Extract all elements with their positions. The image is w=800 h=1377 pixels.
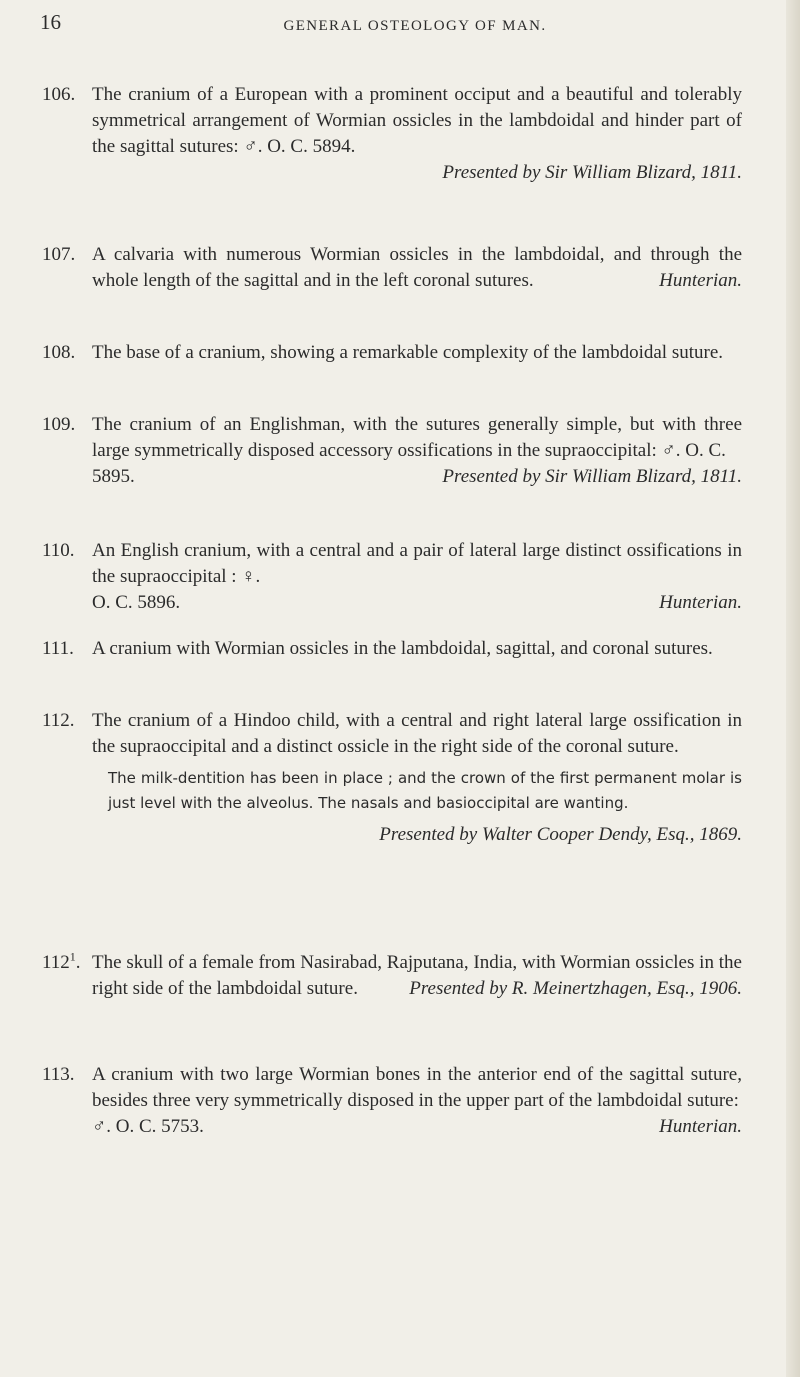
- catalogue-entry: [42, 636, 742, 662]
- entry-credit: Hunterian.: [659, 592, 742, 613]
- entry-text: A cranium with two large Wormian bones in the anterior end of the sagittal suture, besides three very symmetrically disposed in the upper part of the lambdoidal suture:: [92, 1064, 742, 1111]
- entry-text: [92, 950, 742, 1002]
- catalogue-entry: [42, 538, 742, 616]
- entry-credit: Hunterian.: [659, 1116, 742, 1137]
- catalogue-entry: [42, 412, 742, 490]
- entry-note: The milk-dentition has been in place ; and the crown of the first permanent molar is just level with the alveolus. The nasals and basioccipital are wanting.: [108, 769, 742, 812]
- entry-text: The cranium of a Hindoo child, with a central and right lateral large ossification in the supraoccipital and a distinct ossicle in the right side of the coronal suture.: [92, 710, 742, 757]
- entry-credit: Presented by Sir William Blizard, 1811.: [442, 162, 742, 183]
- entry-number: 110.: [42, 540, 75, 561]
- entry-number-superscript: 1: [69, 949, 76, 964]
- entry-ref: 5895.: [92, 466, 135, 487]
- entry-ref: O. C. 5896.: [92, 592, 181, 613]
- entry-ref-line: [92, 1114, 742, 1140]
- entry-number: 112.: [42, 710, 75, 731]
- entry-number: 106.: [42, 84, 76, 105]
- entry-number: 111.: [42, 638, 74, 659]
- entry-number: 108.: [42, 342, 76, 363]
- entry-ref-line: [92, 464, 742, 490]
- entry-text-body: The skull of a female from Nasirabad, Rajputana, India, with Wormian ossicles in the right side of the lambdoidal suture.: [92, 952, 742, 999]
- catalogue-entry: [42, 340, 742, 366]
- catalogue-entry: [42, 1062, 742, 1140]
- entry-credit: Presented by Walter Cooper Dendy, Esq., 1869.: [379, 824, 742, 845]
- running-head: GENERAL OSTEOLOGY OF MAN.: [283, 18, 547, 34]
- catalogue-entry: [42, 950, 742, 1002]
- page-number: 16: [40, 10, 61, 34]
- entry-text: A cranium with Wormian ossicles in the lambdoidal, sagittal, and coronal sutures.: [92, 638, 713, 659]
- entry-credit-line: [92, 160, 742, 186]
- catalogue-entry: [42, 708, 742, 848]
- entry-text: An English cranium, with a central and a pair of lateral large distinct ossifications in the supraoccipital : ♀.: [92, 540, 742, 587]
- entry-text: The base of a cranium, showing a remarkable complexity of the lambdoidal suture.: [92, 342, 724, 363]
- entry-number-suffix: .: [75, 952, 81, 973]
- entry-text-body: A calvaria with numerous Wormian ossicles in the lambdoidal, and through the whole length of the sagittal and in the left coronal sutures.: [92, 244, 742, 291]
- entry-credit: Hunterian.: [659, 270, 742, 291]
- entry-text: The cranium of an Englishman, with the sutures generally simple, but with three large symmetrically disposed accessory ossifications in the supraoccipital: ♂. O. C.: [92, 414, 742, 461]
- entry-credit-line: [92, 822, 742, 848]
- entry-number: 113.: [42, 1064, 75, 1085]
- entry-number: 107.: [42, 244, 76, 265]
- entry-ref-line: [92, 590, 742, 616]
- entry-text: The cranium of a European with a prominent occiput and a beautiful and tolerably symmetrical arrangement of Wormian ossicles in the lambdoidal and hinder part of the sagittal sutures: ♂. O. C. 5894.: [92, 84, 742, 157]
- catalogue-entry: [42, 242, 742, 294]
- page-edge: [786, 0, 800, 1377]
- entry-text: [92, 242, 742, 294]
- catalogue-entry: [42, 82, 742, 186]
- entry-ref: ♂. O. C. 5753.: [92, 1116, 204, 1137]
- entry-credit: Presented by R. Meinertzhagen, Esq., 1906.: [409, 978, 742, 999]
- entry-number-main: 112: [42, 952, 70, 973]
- entry-number: [42, 950, 81, 976]
- entry-number: 109.: [42, 414, 76, 435]
- entry-credit: Presented by Sir William Blizard, 1811.: [442, 466, 742, 487]
